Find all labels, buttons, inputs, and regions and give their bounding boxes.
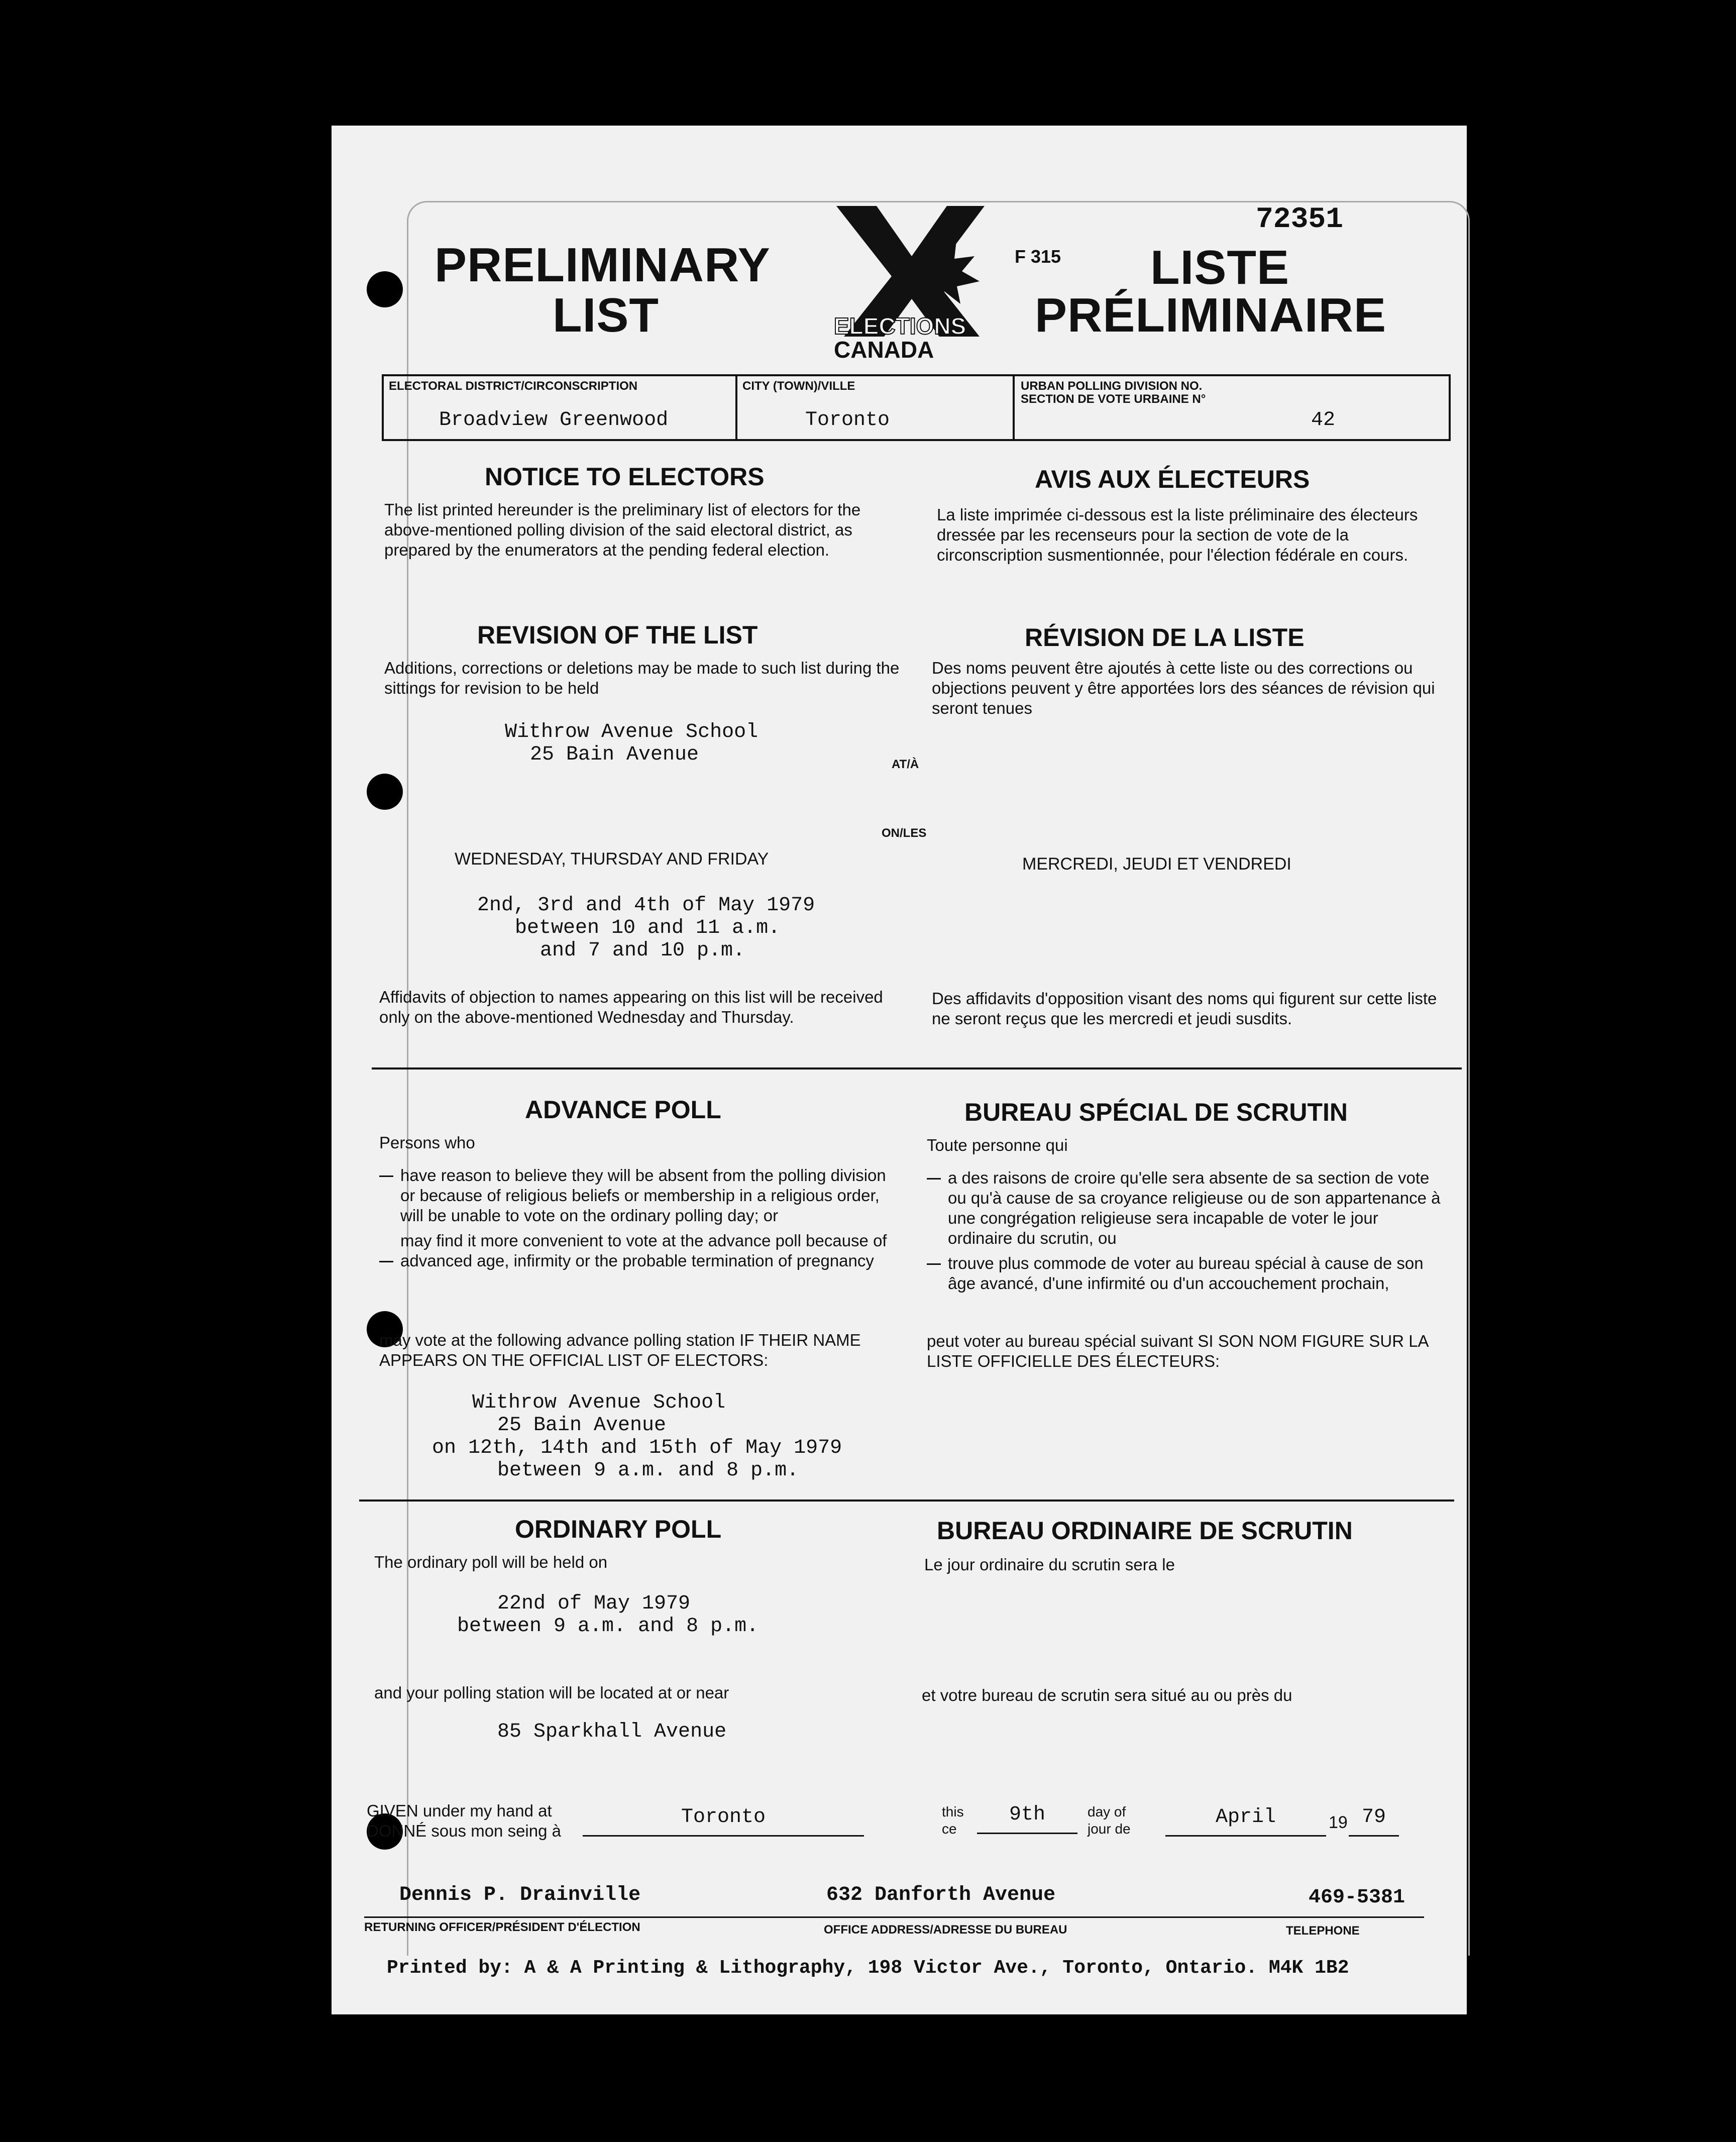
ordinary-heading-en: ORDINARY POLL xyxy=(515,1515,722,1543)
ordinary-located-fr: et votre bureau de scrutin sera situé au ou près du xyxy=(922,1686,1292,1704)
notice-heading-fr: AVIS AUX ÉLECTEURS xyxy=(1035,465,1310,493)
advance-location-line1: Withrow Avenue School xyxy=(472,1391,726,1414)
revision-location-line2: 25 Bain Avenue xyxy=(530,743,699,766)
place-field xyxy=(583,1806,864,1837)
notice-heading-en: NOTICE TO ELECTORS xyxy=(485,463,765,491)
this-label: this xyxy=(942,1804,964,1819)
division-value: 42 xyxy=(1311,409,1336,432)
punch-hole xyxy=(367,271,403,307)
ce-label: ce xyxy=(942,1821,957,1837)
month-value: April xyxy=(1215,1806,1276,1829)
revision-dates-line1: 2nd, 3rd and 4th of May 1979 xyxy=(477,894,815,917)
year-field xyxy=(1349,1806,1399,1837)
revision-location-line1: Withrow Avenue School xyxy=(505,721,758,743)
form-code: F 315 xyxy=(1015,246,1061,267)
revision-heading-en: REVISION OF THE LIST xyxy=(477,621,758,649)
revision-dates-line3: and 7 and 10 p.m. xyxy=(540,939,745,962)
advance-item2-en: may find it more convenient to vote at the advance poll because of advanced age, infirmity or the probable termination of pregnancy xyxy=(400,1231,887,1270)
serial-number: 72351 xyxy=(1256,203,1344,236)
telephone-label: TELEPHONE xyxy=(1286,1924,1360,1938)
district-value: Broadview Greenwood xyxy=(439,409,669,432)
ordinary-located-en: and your polling station will be located at or near xyxy=(374,1683,729,1702)
title-fr-line2: PRÉLIMINAIRE xyxy=(1035,288,1387,342)
year-value: 79 xyxy=(1361,1806,1386,1829)
day-of-label: day of xyxy=(1088,1804,1126,1819)
jour-de-label: jour de xyxy=(1088,1821,1131,1837)
advance-heading-fr: BUREAU SPÉCIAL DE SCRUTIN xyxy=(964,1098,1348,1126)
dash-bullet xyxy=(379,1175,393,1177)
title-en-line1: PRELIMINARY xyxy=(435,238,771,292)
ordinary-held-fr: Le jour ordinaire du scrutin sera le xyxy=(924,1555,1175,1574)
punch-hole xyxy=(367,774,403,810)
advance-item1-fr: a des raisons de croire qu'elle sera absente de sa section de vote ou qu'à cause de sa croyance religieuse ou de son appartenance à une congrégation religieuse sera incapable de voter le jour ordinaire du scrutin, ou xyxy=(948,1168,1441,1247)
city-cell xyxy=(737,376,1015,439)
office-label: OFFICE ADDRESS/ADRESSE DU BUREAU xyxy=(824,1923,1067,1937)
city-value: Toronto xyxy=(805,409,890,432)
division-label-line2: SECTION DE VOTE URBAINE N° xyxy=(1021,392,1206,406)
officer-name: Dennis P. Drainville xyxy=(399,1884,641,1906)
district-cell xyxy=(384,376,737,439)
given-en: GIVEN under my hand at xyxy=(367,1801,552,1820)
advance-heading-en: ADVANCE POLL xyxy=(525,1096,721,1124)
district-label: ELECTORAL DISTRICT/CIRCONSCRIPTION xyxy=(389,379,638,393)
advance-persons-en: Persons who xyxy=(379,1133,475,1152)
division-label-line1: URBAN POLLING DIVISION NO. xyxy=(1021,379,1203,393)
logo-text-line1: ELECTIONS xyxy=(834,313,966,339)
office-address: 632 Danforth Avenue xyxy=(826,1884,1056,1906)
ordinary-held-en: The ordinary poll will be held on xyxy=(374,1553,608,1571)
advance-location-line2: 25 Bain Avenue xyxy=(497,1414,667,1437)
division-cell xyxy=(1015,376,1449,439)
notice-text-fr: La liste imprimée ci-dessous est la liste préliminaire des électeurs dressée par les recenseurs pour la section de vote de la circonscription susmentionnée, pour l'élection fédérale en cours. xyxy=(937,505,1418,564)
telephone-value: 469-5381 xyxy=(1309,1886,1405,1909)
revision-days-fr: MERCREDI, JEUDI ET VENDREDI xyxy=(1022,854,1291,874)
revision-days-en: WEDNESDAY, THURSDAY AND FRIDAY xyxy=(455,849,769,869)
ordinary-hours: between 9 a.m. and 8 p.m. xyxy=(457,1615,759,1638)
revision-text-en: Additions, corrections or deletions may be made to such list during the sittings for revision to be held xyxy=(384,659,900,697)
revision-affidavit-en: Affidavits of objection to names appearing on this list will be received only on the above-mentioned Wednesday and Thursday. xyxy=(379,988,883,1026)
advance-dates: on 12th, 14th and 15th of May 1979 xyxy=(432,1437,842,1459)
signature-line xyxy=(364,1916,1424,1918)
notice-text-en: The list printed hereunder is the preliminary list of electors for the above-mentioned polling division of the said electoral district, as prepared by the enumerators at the pending federal election. xyxy=(384,500,861,559)
revision-text-fr: Des noms peuvent être ajoutés à cette liste ou des corrections ou objections peuvent y être apportées lors des séances de révision qui seront tenues xyxy=(932,659,1435,717)
dash-bullet xyxy=(379,1261,393,1262)
header-fields-table xyxy=(382,374,1451,441)
elections-canada-logo xyxy=(829,201,995,367)
title-en-line2: LIST xyxy=(553,288,659,342)
officer-label: RETURNING OFFICER/PRÉSIDENT D'ÉLECTION xyxy=(364,1920,640,1934)
ordinary-date: 22nd of May 1979 xyxy=(497,1592,691,1615)
advance-closing-en: may vote at the following advance polling station IF THEIR NAME APPEARS ON THE OFFICIAL LIST OF ELECTORS: xyxy=(379,1331,861,1369)
advance-list-en xyxy=(379,1165,902,1271)
place-value: Toronto xyxy=(681,1806,766,1829)
day-value: 9th xyxy=(1009,1803,1045,1826)
title-fr-line1: LISTE xyxy=(1150,241,1290,294)
revision-affidavit-fr: Des affidavits d'opposition visant des noms qui figurent sur cette liste ne seront reçus que les mercredi et jeudi susdits. xyxy=(932,989,1437,1028)
advance-item1-en: have reason to believe they will be absent from the polling division or because of religious beliefs or membership in a religious order, will be unable to vote on the ordinary polling day; or xyxy=(400,1166,886,1225)
revision-dates-line2: between 10 and 11 a.m. xyxy=(515,917,781,939)
day-field xyxy=(977,1803,1077,1834)
printer-line: Printed by: A & A Printing & Lithography, 198 Victor Ave., Toronto, Ontario. M4K 1B2 xyxy=(387,1957,1349,1979)
city-label: CITY (TOWN)/VILLE xyxy=(742,379,855,393)
given-fr: DONNÉ sous mon seing à xyxy=(367,1822,561,1840)
advance-list-fr xyxy=(927,1168,1444,1294)
document-sheet xyxy=(332,126,1467,2014)
advance-persons-fr: Toute personne qui xyxy=(927,1136,1068,1154)
dash-bullet xyxy=(927,1263,941,1265)
advance-item2-fr: trouve plus commode de voter au bureau spécial à cause de son âge avancé, d'une infirmité ou d'un accouchement prochain, xyxy=(948,1254,1424,1293)
revision-heading-fr: RÉVISION DE LA LISTE xyxy=(1025,623,1305,652)
logo-text-line2: CANADA xyxy=(834,337,934,363)
section-divider xyxy=(372,1067,1462,1069)
year-prefix: 19 xyxy=(1329,1813,1348,1832)
dash-bullet xyxy=(927,1178,941,1180)
ordinary-location: 85 Sparkhall Avenue xyxy=(497,1721,727,1743)
on-label: ON/LES xyxy=(882,826,927,840)
at-label: AT/À xyxy=(892,758,919,771)
ordinary-heading-fr: BUREAU ORDINAIRE DE SCRUTIN xyxy=(937,1517,1353,1545)
month-field xyxy=(1165,1806,1326,1837)
section-divider xyxy=(359,1500,1454,1502)
advance-hours: between 9 a.m. and 8 p.m. xyxy=(497,1459,799,1482)
advance-closing-fr: peut voter au bureau spécial suivant SI SON NOM FIGURE SUR LA LISTE OFFICIELLE DES ÉLECTEURS: xyxy=(927,1332,1428,1370)
